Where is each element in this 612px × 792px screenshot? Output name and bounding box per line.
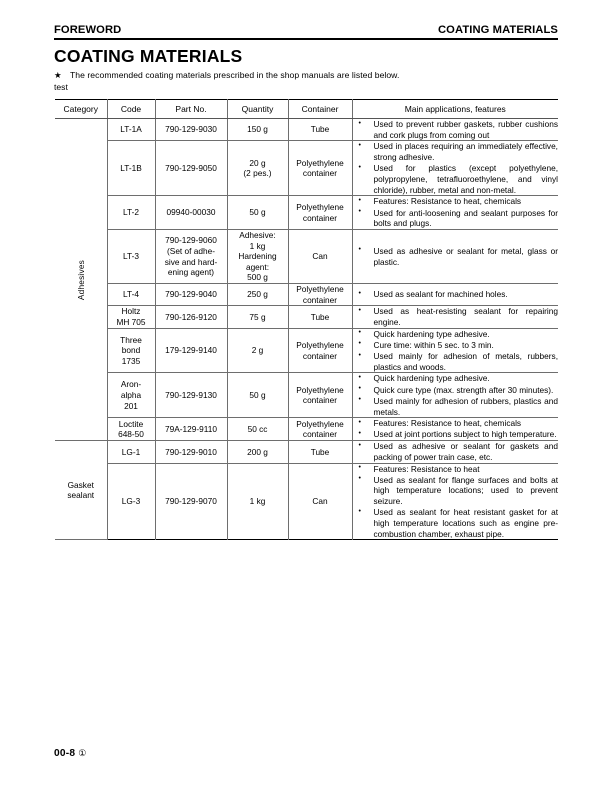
page-footer — [54, 748, 86, 759]
application-list — [353, 329, 559, 373]
application-list-item: • Features: Resistance to heat — [353, 464, 559, 475]
application-list-item: • Quick hardening type adhesive. — [353, 373, 559, 384]
cell-main-applications — [352, 284, 558, 306]
table-header — [55, 100, 558, 119]
cell-main-applications — [352, 141, 558, 196]
cell-code: LT-2 — [107, 196, 155, 230]
intro-note — [54, 70, 559, 93]
application-list-item: • Features: Resistance to heat, chemicals — [353, 418, 559, 429]
cell-container: Polyethylene container — [288, 328, 352, 373]
cell-code: LT-4 — [107, 284, 155, 306]
application-list — [353, 306, 559, 327]
application-list — [353, 141, 559, 195]
column-header-main-applications: Main applications, features — [352, 100, 558, 119]
table-row — [55, 373, 558, 418]
cell-quantity: 1 kg — [227, 463, 288, 540]
application-list-item: • Used as adhesive or sealant for gaskets and packing of power train case, etc. — [353, 441, 559, 462]
application-list-item: • Features: Resistance to heat, chemicals — [353, 196, 559, 207]
page-number: 00-8 — [54, 748, 76, 759]
cell-container: Tube — [288, 119, 352, 141]
cell-quantity: 150 g — [227, 119, 288, 141]
cell-quantity: 200 g — [227, 441, 288, 463]
cell-container: Polyethylene container — [288, 141, 352, 196]
application-list — [353, 289, 559, 300]
running-header — [54, 24, 558, 40]
table-header-row — [55, 100, 558, 119]
application-list-item: • Used as sealant for flange surfaces and bolts at high temperature locations; used to prevent seizure. — [353, 475, 559, 507]
cell-part-no: 790-129-9040 — [155, 284, 227, 306]
cell-quantity: 2 g — [227, 328, 288, 373]
cell-part-no: 790-129-9070 — [155, 463, 227, 540]
cell-main-applications — [352, 463, 558, 540]
cell-category — [55, 441, 107, 540]
cell-quantity: 20 g (2 pes.) — [227, 141, 288, 196]
application-list — [353, 246, 559, 267]
cell-code: Three bond 1735 — [107, 328, 155, 373]
cell-code: Aron- alpha 201 — [107, 373, 155, 418]
cell-part-no: 09940-00030 — [155, 196, 227, 230]
application-list-item: • Used as heat-resisting sealant for repairing engine. — [353, 306, 559, 327]
cell-container: Polyethylene container — [288, 284, 352, 306]
cell-container: Can — [288, 463, 352, 540]
table-row — [55, 196, 558, 230]
application-list-item: • Used for plastics (except polyethylene, polypropylene, tetrafluoroethylene, and vinyl chloride), rubber, metal and non-metal. — [353, 163, 559, 195]
cell-code: LG-3 — [107, 463, 155, 540]
column-header-quantity: Quantity — [227, 100, 288, 119]
table-row — [55, 119, 558, 141]
cell-category — [55, 119, 107, 441]
cell-code: LT-3 — [107, 230, 155, 284]
cell-quantity: 50 cc — [227, 418, 288, 441]
cell-main-applications — [352, 196, 558, 230]
intro-text: The recommended coating materials prescribed in the shop manuals are listed below. — [70, 70, 400, 80]
category-label-vertical: Adhesives — [75, 259, 86, 300]
application-list-item: • Quick cure type (max. strength after 30 minutes). — [353, 385, 559, 396]
application-list-item: • Used to prevent rubber gaskets, rubber cushions and cork plugs from coming out — [353, 119, 559, 140]
cell-container: Can — [288, 230, 352, 284]
table-row — [55, 141, 558, 196]
column-header-category: Category — [55, 100, 107, 119]
cell-main-applications — [352, 306, 558, 328]
cell-main-applications — [352, 119, 558, 141]
application-list — [353, 418, 559, 440]
application-list-item: • Used in places requiring an immediately effective, strong adhesive. — [353, 141, 559, 162]
category-label: Gasket sealant — [67, 479, 95, 501]
table-row — [55, 441, 558, 463]
table-row — [55, 328, 558, 373]
column-header-container: Container — [288, 100, 352, 119]
intro-extra-text: test — [54, 81, 68, 92]
cell-code: Holtz MH 705 — [107, 306, 155, 328]
application-list-item: • Used mainly for adhesion of rubbers, plastics and metals. — [353, 396, 559, 417]
table-body — [55, 119, 558, 540]
table-row — [55, 418, 558, 441]
cell-code: LT-1A — [107, 119, 155, 141]
application-list-item: • Cure time: within 5 sec. to 3 min. — [353, 340, 559, 351]
application-list — [353, 119, 559, 140]
table-row — [55, 284, 558, 306]
application-list-item: • Used mainly for adhesion of metals, rubbers, plastics and woods. — [353, 351, 559, 372]
coating-materials-table — [55, 99, 558, 540]
column-header-code: Code — [107, 100, 155, 119]
application-list-item: • Quick hardening type adhesive. — [353, 329, 559, 340]
cell-container: Polyethylene container — [288, 196, 352, 230]
column-header-part-no: Part No. — [155, 100, 227, 119]
header-left-title: FOREWORD — [54, 24, 122, 36]
application-list — [353, 196, 559, 229]
cell-part-no: 790-129-9060 (Set of adhe- sive and hard- ening agent) — [155, 230, 227, 284]
cell-part-no: 790-129-9130 — [155, 373, 227, 418]
cell-container: Tube — [288, 441, 352, 463]
cell-part-no: 790-126-9120 — [155, 306, 227, 328]
cell-main-applications — [352, 418, 558, 441]
cell-part-no: 790-129-9010 — [155, 441, 227, 463]
application-list-item: • Used as sealant for machined holes. — [353, 289, 559, 300]
application-list — [353, 373, 559, 417]
application-list-item: • Used as sealant for heat resistant gasket for at high temperature locations such as engine pre-combustion chamber, exhaust pipe. — [353, 507, 559, 539]
cell-container: Tube — [288, 306, 352, 328]
cell-quantity: 75 g — [227, 306, 288, 328]
cell-main-applications — [352, 230, 558, 284]
table-row — [55, 230, 558, 284]
table-row — [55, 306, 558, 328]
table-row — [55, 463, 558, 540]
cell-part-no: 790-129-9050 — [155, 141, 227, 196]
cell-part-no: 79A-129-9110 — [155, 418, 227, 441]
application-list-item: • Used for anti-loosening and sealant purposes for bolts and plugs. — [353, 208, 559, 229]
page-title: COATING MATERIALS — [54, 46, 243, 66]
cell-quantity: 250 g — [227, 284, 288, 306]
application-list-item: • Used as adhesive or sealant for metal, glass or plastic. — [353, 246, 559, 267]
star-icon: ★ — [54, 70, 62, 80]
cell-container: Polyethylene container — [288, 373, 352, 418]
page-mark-icon: ① — [78, 748, 87, 758]
cell-main-applications — [352, 373, 558, 418]
cell-part-no: 179-129-9140 — [155, 328, 227, 373]
cell-container: Polyethylene container — [288, 418, 352, 441]
cell-main-applications — [352, 441, 558, 463]
cell-code: Loctite 648-50 — [107, 418, 155, 441]
cell-quantity: 50 g — [227, 373, 288, 418]
application-list — [353, 441, 559, 462]
cell-quantity: 50 g — [227, 196, 288, 230]
cell-main-applications — [352, 328, 558, 373]
cell-part-no: 790-129-9030 — [155, 119, 227, 141]
cell-code: LT-1B — [107, 141, 155, 196]
cell-quantity: Adhesive: 1 kg Hardening agent: 500 g — [227, 230, 288, 284]
application-list — [353, 464, 559, 540]
cell-code: LG-1 — [107, 441, 155, 463]
application-list-item: • Used at joint portions subject to high temperature. — [353, 429, 559, 440]
header-right-title: COATING MATERIALS — [438, 24, 558, 36]
